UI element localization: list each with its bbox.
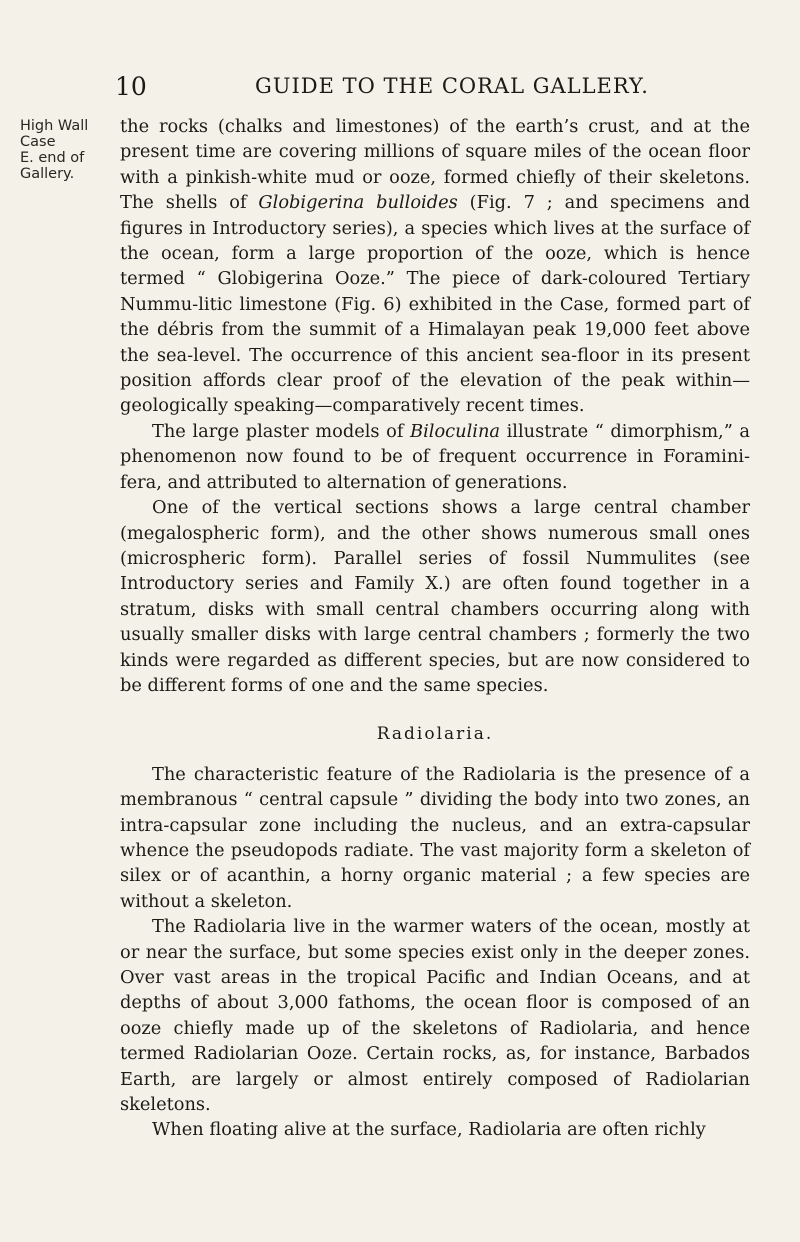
body-text [120, 114, 750, 1143]
paragraph [120, 419, 750, 495]
paragraph: When floating alive at the surface, Radiolaria are often richly [152, 1119, 706, 1141]
margin-note [20, 118, 110, 182]
paragraph: The Radiolaria live in the warmer waters of the ocean, mostly at or near the surface, but some species exist only in the deeper zones. Over vast areas in the tropical Pacific and Indian Oceans, and at depths of about 3,000 fathoms, the ocean floor is composed of an ooze chiefly made up of the skeletons of Radiolaria, and hence termed Radiolarian Ooze. Certain rocks, as, for instance, Barbados Earth, are largely or almost entirely composed of Radiolarian skeletons. [120, 916, 750, 1116]
paragraph [120, 114, 750, 419]
paragraph: One of the vertical sections shows a large central chamber (megalospheric form), and the other shows numerous small ones (microspheric form). Parallel series of fossil Nummulites (see Introductory series and Family X.) are often found together in a stratum, disks with small central chambers occurring along with usually smaller disks with large central chambers ; formerly the two kinds were regarded as different species, but are now considered to be different forms of one and the same species. [120, 497, 750, 696]
margin-note-line: High Wall [20, 118, 89, 134]
page-header [105, 64, 745, 104]
species-name: Globigerina bulloides [258, 192, 458, 214]
paragraph-text: The large plaster models of [152, 420, 411, 442]
paragraph: The characteristic feature of the Radiolaria is the presence of a membranous “ central capsule ” dividing the body into two zones, an intra-capsular zone including the nucleus, and an extra-capsular whence the pseudopods radiate. The vast majority form a skeleton of silex or of acanthin, a horny organic material ; a few species are without a skeleton. [120, 763, 750, 912]
margin-note-line: Gallery. [20, 166, 75, 182]
paragraph-text: (Fig. 7 ; and specimens and figures in Introductory series), a species which lives at the surface of the ocean, form a large proportion of the ooze, which is hence termed “ Globigerina Ooze.” The piece of dark-coloured Tertiary Nummu-litic limestone (Fig. 6) exhibited in the Case, formed part of the débris from the summit of a Himalayan peak 19,000 feet above the sea-level. The occurrence of this ancient sea-floor in its present position affords clear proof of the elevation of the peak within— geologically speaking—comparatively recent times. [120, 192, 750, 417]
section-heading: Radiolaria. [376, 724, 494, 745]
paragraph-text: the rocks (chalks and limestones) of the earth’s crust, and at the present time are covering millions of square miles of the ocean floor with a pinkish-white mud or ooze, formed chiefly of their skeletons. The shells of [120, 116, 750, 214]
page-number: 10 [115, 72, 147, 101]
margin-note-line: E. end of [20, 150, 85, 166]
genus-name: Biloculina [410, 420, 500, 442]
paragraph-text: illustrate “ dimorphism,” a phenomenon now found to be of frequent occurrence in Foramini-fera, and attributed to alternation of generations. [120, 420, 750, 493]
running-title: GUIDE TO THE CORAL GALLERY. [255, 74, 649, 98]
margin-note-line: Case [20, 134, 56, 150]
